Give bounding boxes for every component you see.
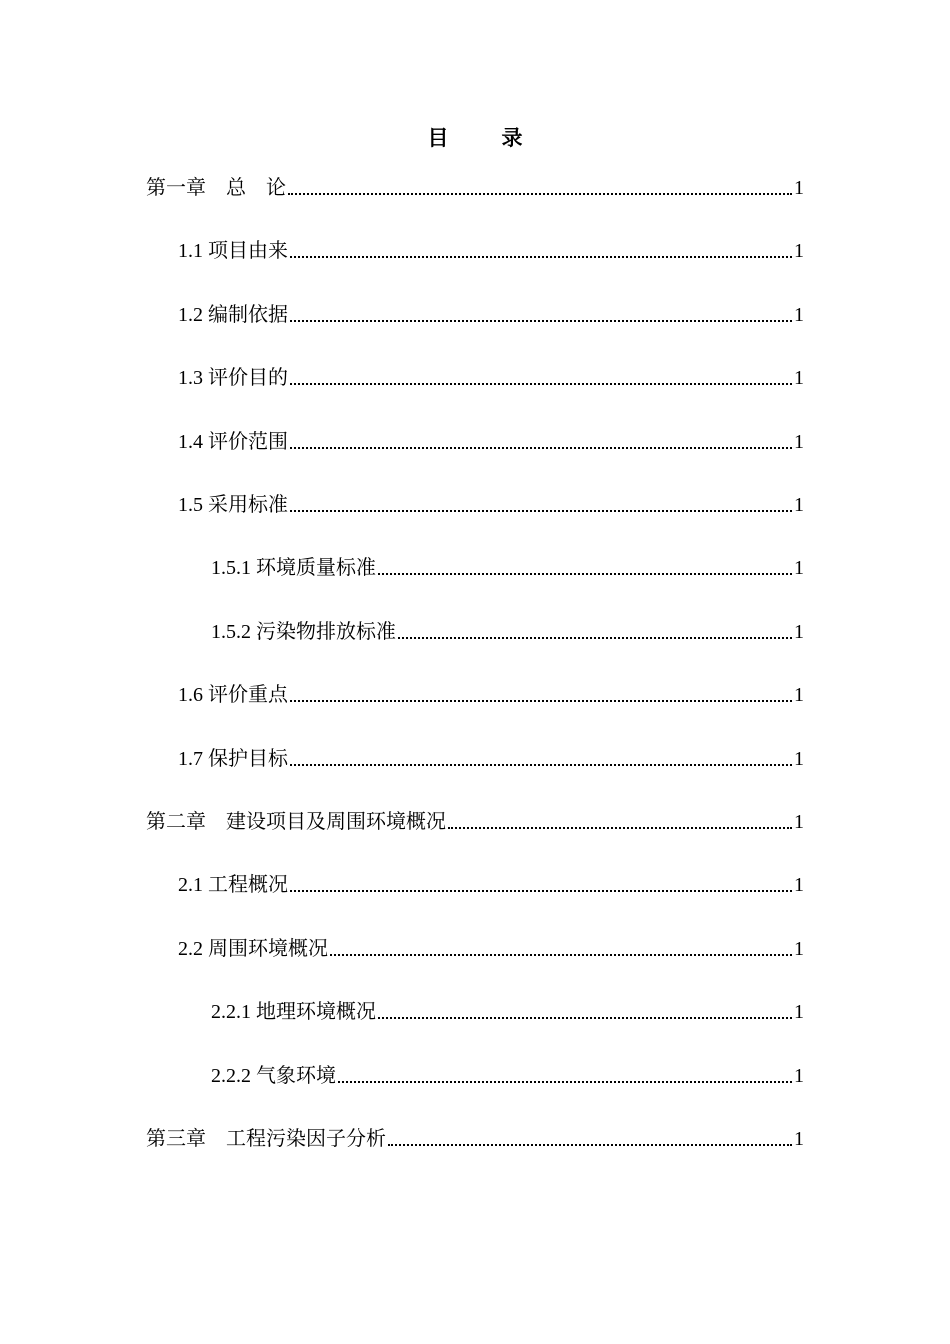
toc-entry-label: 1.6 评价重点 <box>178 684 288 706</box>
toc-page-number: 1 <box>794 1001 804 1023</box>
toc-entry-1-5-2[interactable] <box>211 616 804 648</box>
toc-dot-leader <box>290 700 792 702</box>
toc-entry-label: 第一章 总 论 <box>146 177 286 199</box>
toc-entry-label: 1.4 评价范围 <box>178 431 288 453</box>
toc-page-number: 1 <box>794 811 804 833</box>
toc-page-number: 1 <box>794 494 804 516</box>
toc-dot-leader <box>378 1017 792 1019</box>
toc-dot-leader <box>290 256 792 258</box>
toc-entry-1-5-1[interactable] <box>211 552 804 584</box>
toc-dot-leader <box>338 1081 792 1083</box>
toc-entry-label: 1.1 项目由来 <box>178 240 288 262</box>
toc-dot-leader <box>290 510 792 512</box>
toc-dot-leader <box>398 637 792 639</box>
toc-dot-leader <box>388 1144 792 1146</box>
toc-dot-leader <box>448 827 792 829</box>
toc-entry-label: 2.2 周围环境概况 <box>178 938 328 960</box>
toc-entry-label: 第二章 建设项目及周围环境概况 <box>146 811 446 833</box>
toc-entry-label: 1.7 保护目标 <box>178 748 288 770</box>
toc-entry-label: 1.5 采用标准 <box>178 494 288 516</box>
toc-page-number: 1 <box>794 367 804 389</box>
toc-entry-label: 1.3 评价目的 <box>178 367 288 389</box>
toc-entry-1-1[interactable] <box>178 235 804 267</box>
toc-page-number: 1 <box>794 177 804 199</box>
toc-page-number: 1 <box>794 240 804 262</box>
toc-entry-2-2-1[interactable] <box>211 996 804 1028</box>
toc-entry-label: 1.5.2 污染物排放标准 <box>211 621 396 643</box>
toc-page-number: 1 <box>794 938 804 960</box>
toc-dot-leader <box>290 383 792 385</box>
toc-entry-1-5[interactable] <box>178 489 804 521</box>
toc-page-number: 1 <box>794 557 804 579</box>
toc-page-number: 1 <box>794 874 804 896</box>
toc-entry-chapter-3[interactable] <box>146 1123 804 1155</box>
toc-dot-leader <box>378 573 792 575</box>
toc-dot-leader <box>290 447 792 449</box>
toc-dot-leader <box>290 320 792 322</box>
toc-entry-chapter-2[interactable] <box>146 806 804 838</box>
toc-entry-1-2[interactable] <box>178 299 804 331</box>
toc-entry-2-1[interactable] <box>178 869 804 901</box>
toc-page-number: 1 <box>794 1065 804 1087</box>
toc-entry-1-7[interactable] <box>178 743 804 775</box>
toc-page-number: 1 <box>794 748 804 770</box>
toc-entry-1-3[interactable] <box>178 362 804 394</box>
toc-dot-leader <box>288 193 792 195</box>
toc-entry-label: 1.5.1 环境质量标准 <box>211 557 376 579</box>
toc-page-number: 1 <box>794 684 804 706</box>
toc-entry-1-6[interactable] <box>178 679 804 711</box>
toc-page-number: 1 <box>794 1128 804 1150</box>
toc-dot-leader <box>330 954 792 956</box>
page-title: 目 录 <box>427 126 539 150</box>
toc-entry-1-4[interactable] <box>178 426 804 458</box>
toc-entry-label: 2.2.2 气象环境 <box>211 1065 336 1087</box>
toc-entry-2-2-2[interactable] <box>211 1060 804 1092</box>
toc-page-number: 1 <box>794 431 804 453</box>
toc-page-number: 1 <box>794 304 804 326</box>
toc-entry-2-2[interactable] <box>178 933 804 965</box>
toc-entry-chapter-1[interactable] <box>146 172 804 204</box>
toc-entry-label: 2.1 工程概况 <box>178 874 288 896</box>
toc-page-number: 1 <box>794 621 804 643</box>
toc-entry-label: 第三章 工程污染因子分析 <box>146 1128 386 1150</box>
toc-entry-label: 2.2.1 地理环境概况 <box>211 1001 376 1023</box>
toc-entry-label: 1.2 编制依据 <box>178 304 288 326</box>
toc-dot-leader <box>290 764 792 766</box>
toc-dot-leader <box>290 890 792 892</box>
